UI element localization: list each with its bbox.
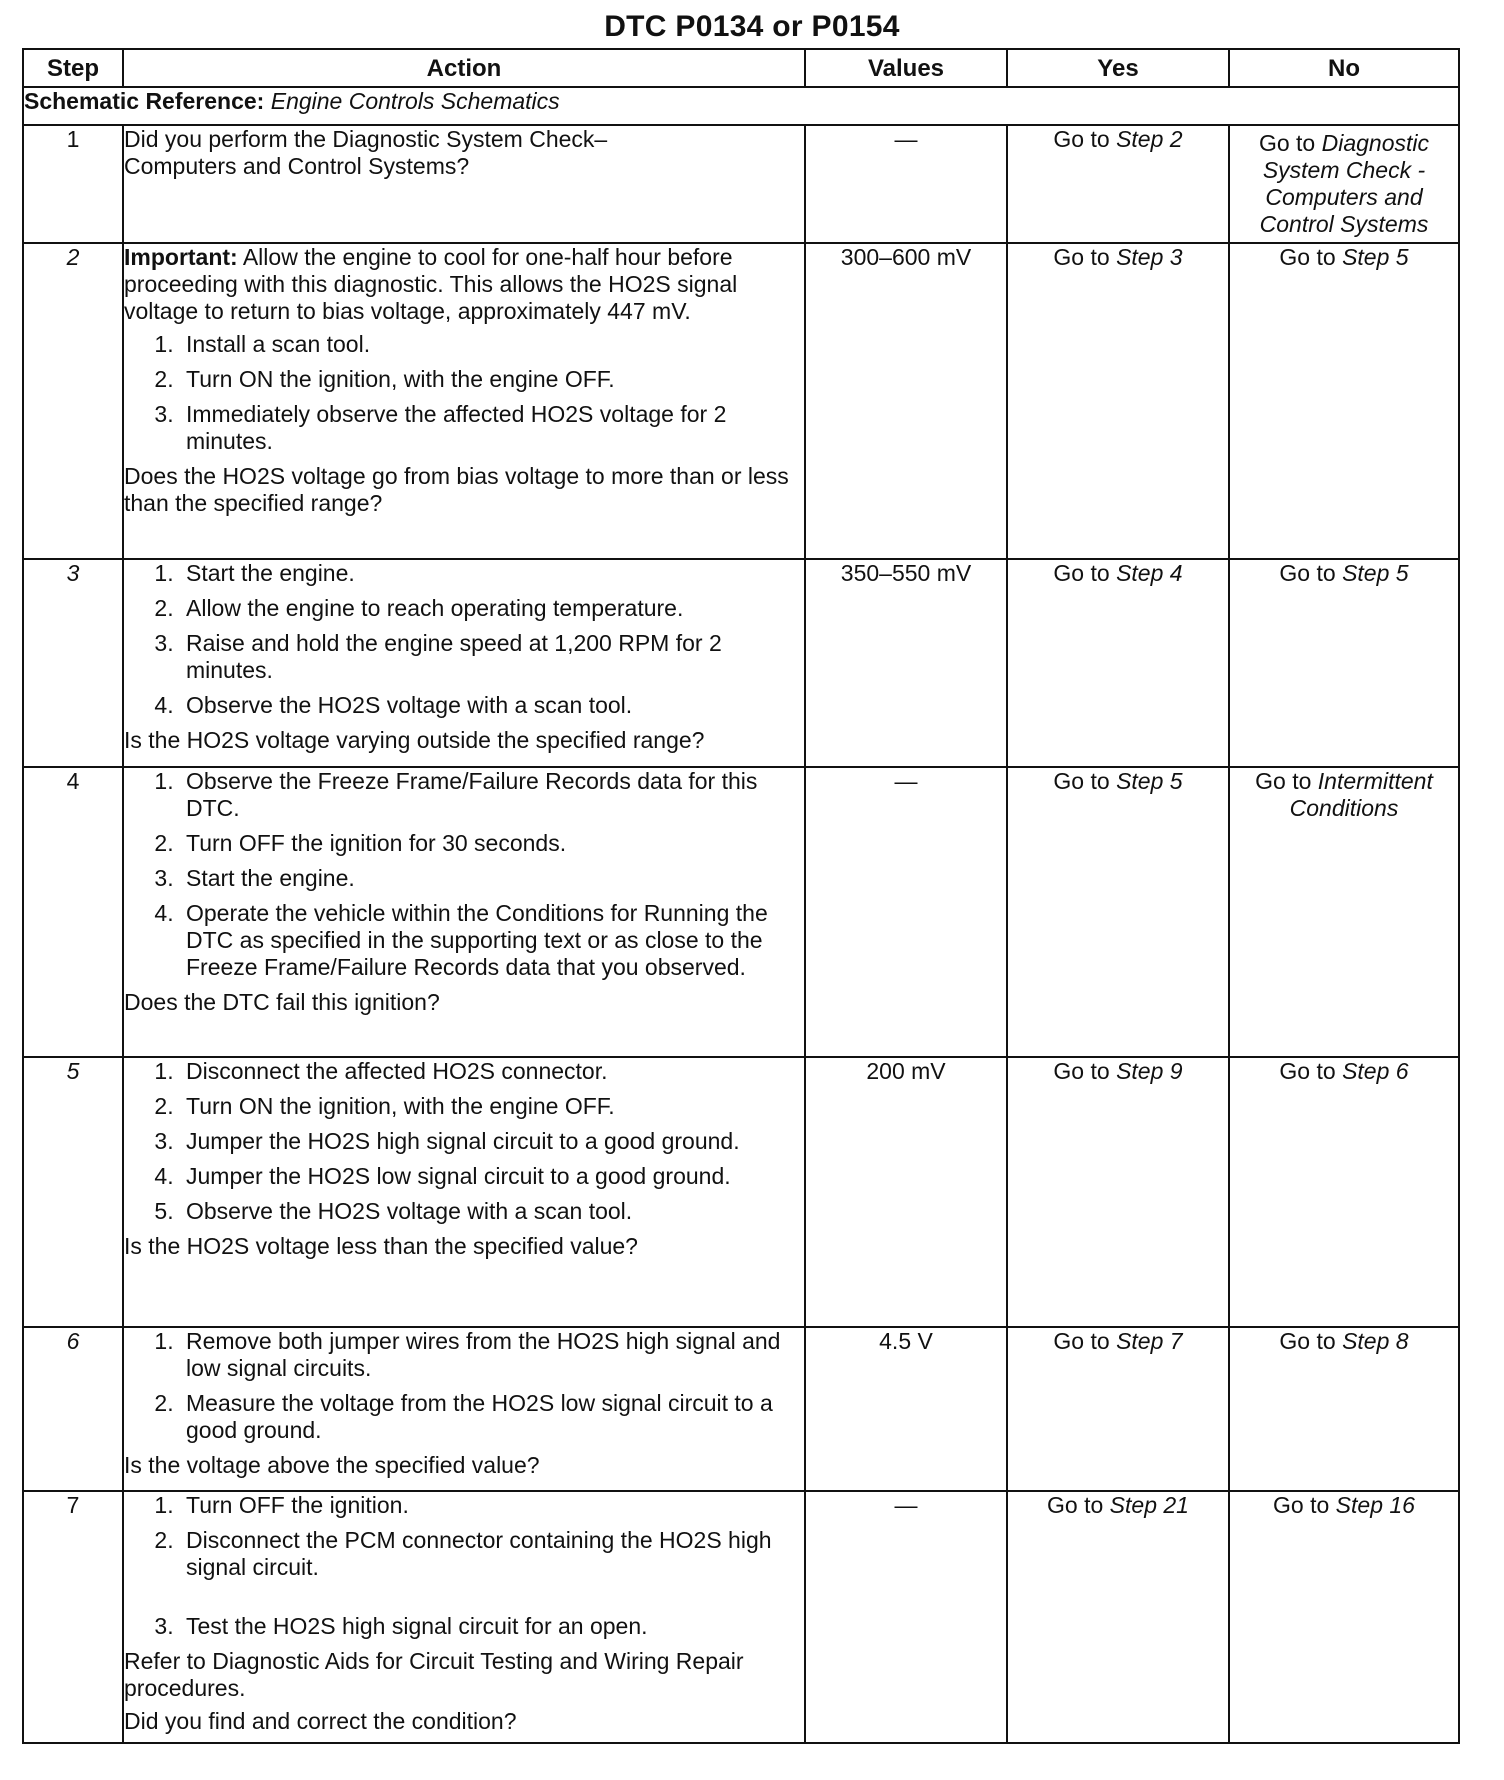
procedure-item: 1. Remove both jumper wires from the HO2S high signal and low signal circuits. [180,1328,804,1382]
important-note [124,244,804,325]
value-cell: 4.5 V [805,1327,1007,1491]
no-step-link[interactable]: Step 16 [1335,1492,1415,1518]
action-question: Is the HO2S voltage less than the specified value? [124,1233,638,1259]
step-number: 7 [23,1491,123,1743]
procedure-item: 3. Test the HO2S high signal circuit for an open. [180,1613,804,1640]
action-question: Did you perform the Diagnostic System Check– Computers and Control Systems? [124,126,608,179]
action-cell [123,243,805,559]
action-question: Is the HO2S voltage varying outside the specified range? [124,727,705,753]
procedure-item: 3. Raise and hold the engine speed at 1,200 RPM for 2 minutes. [180,630,804,684]
value-cell: 350–550 mV [805,559,1007,767]
action-cell [123,1491,805,1743]
yes-cell [1007,243,1229,559]
step-number: 3 [23,559,123,767]
header-yes: Yes [1007,49,1229,87]
yes-cell [1007,1327,1229,1491]
step-number: 1 [23,125,123,243]
yes-step-link[interactable]: Step 3 [1116,244,1183,270]
action-cell [123,559,805,767]
procedure-item: 1. Install a scan tool. [180,331,804,358]
action-question: Is the voltage above the specified value? [124,1452,540,1478]
step-number: 6 [23,1327,123,1491]
no-prefix: Go to [1258,130,1322,156]
no-cell [1229,243,1459,559]
header-step: Step [23,49,123,87]
procedure-item: 4. Operate the vehicle within the Conditions for Running the DTC as specified in the supporting text or as close to the Freeze Frame/Failure Records data that you observed. [180,900,804,981]
important-text: Allow the engine to cool for one-half hour before proceeding with this diagnostic. This allows the HO2S signal voltage to return to bias voltage, approximately 447 mV. [124,244,738,324]
header-no: No [1229,49,1459,87]
no-link[interactable]: Diagnostic System Check - Computers and Control Systems [1259,130,1430,237]
schematic-reference-label: Schematic Reference: [24,88,265,114]
no-step-link[interactable]: Step 6 [1342,1058,1409,1084]
yes-prefix: Go to [1053,126,1117,152]
action-cell [123,1327,805,1491]
yes-step-link[interactable]: Step 21 [1109,1492,1189,1518]
table-row-step-3 [23,559,1459,767]
no-cell [1229,1327,1459,1491]
yes-prefix: Go to [1053,1328,1117,1354]
yes-prefix: Go to [1053,560,1117,586]
procedure-item: 2. Turn ON the ignition, with the engine OFF. [180,1093,804,1120]
step-number: 2 [23,243,123,559]
schematic-reference-cell [23,87,1459,125]
procedure-item: 2. Turn OFF the ignition for 30 seconds. [180,830,804,857]
action-cell [123,1057,805,1327]
procedure-item: 5. Observe the HO2S voltage with a scan tool. [180,1198,804,1225]
no-prefix: Go to [1279,560,1343,586]
yes-step-link[interactable]: Step 2 [1116,126,1183,152]
no-step-link[interactable]: Step 5 [1342,560,1409,586]
no-step-link[interactable]: Step 5 [1342,244,1409,270]
procedure-list [124,1492,804,1640]
no-link[interactable]: Intermittent Conditions [1289,768,1433,821]
procedure-list [124,768,804,981]
table-row-step-2 [23,243,1459,559]
procedure-item: 4. Observe the HO2S voltage with a scan tool. [180,692,804,719]
yes-cell [1007,1057,1229,1327]
value-cell: — [805,767,1007,1057]
no-step-link[interactable]: Step 8 [1342,1328,1409,1354]
step-number: 5 [23,1057,123,1327]
no-prefix: Go to [1273,1492,1336,1518]
value-cell: — [805,125,1007,243]
no-prefix: Go to [1255,768,1318,794]
procedure-item: 4. Jumper the HO2S low signal circuit to a good ground. [180,1163,804,1190]
procedure-item: 1. Start the engine. [180,560,804,587]
procedure-list [124,560,804,719]
procedure-list [124,1058,804,1225]
procedure-item: 1. Disconnect the affected HO2S connector. [180,1058,804,1085]
procedure-list [124,1328,804,1444]
yes-prefix: Go to [1053,244,1117,270]
table-row-step-5 [23,1057,1459,1327]
important-label: Important: [124,244,238,270]
yes-cell [1007,125,1229,243]
no-prefix: Go to [1279,244,1343,270]
yes-cell [1007,559,1229,767]
no-prefix: Go to [1279,1328,1343,1354]
action-question: Did you find and correct the condition? [124,1708,517,1734]
table-row-step-6 [23,1327,1459,1491]
yes-step-link[interactable]: Step 5 [1116,768,1183,794]
yes-step-link[interactable]: Step 9 [1116,1058,1183,1084]
yes-prefix: Go to [1053,1058,1117,1084]
step-number: 4 [23,767,123,1057]
value-cell: 300–600 mV [805,243,1007,559]
procedure-item: 2. Allow the engine to reach operating temperature. [180,595,804,622]
table-row-step-1 [23,125,1459,243]
procedure-item: 3. Jumper the HO2S high signal circuit to a good ground. [180,1128,804,1155]
header-action: Action [123,49,805,87]
table-header-row [23,49,1459,87]
procedure-item: 3. Start the engine. [180,865,804,892]
procedure-item: 2. Disconnect the PCM connector containing the HO2S high signal circuit. [180,1527,804,1581]
value-cell: 200 mV [805,1057,1007,1327]
yes-step-link[interactable]: Step 7 [1116,1328,1183,1354]
action-question: Does the DTC fail this ignition? [124,989,440,1015]
table-row-step-4 [23,767,1459,1057]
schematic-reference-row [23,87,1459,125]
no-cell [1229,125,1459,243]
procedure-item: 2. Measure the voltage from the HO2S low signal circuit to a good ground. [180,1390,804,1444]
header-values: Values [805,49,1007,87]
action-note: Refer to Diagnostic Aids for Circuit Testing and Wiring Repair procedures. [124,1648,744,1701]
yes-cell [1007,1491,1229,1743]
table-row-step-7 [23,1491,1459,1743]
yes-step-link[interactable]: Step 4 [1116,560,1183,586]
no-cell [1229,767,1459,1057]
value-cell: — [805,1491,1007,1743]
diagnostic-table [22,48,1460,1744]
schematic-reference-value: Engine Controls Schematics [270,88,560,114]
action-question: Does the HO2S voltage go from bias voltage to more than or less than the specified range? [124,463,789,516]
action-cell [123,767,805,1057]
action-cell [123,125,805,243]
page-title: DTC P0134 or P0154 [604,10,900,43]
yes-cell [1007,767,1229,1057]
procedure-item: 3. Immediately observe the affected HO2S voltage for 2 minutes. [180,401,804,455]
no-cell [1229,1491,1459,1743]
yes-prefix: Go to [1053,768,1117,794]
no-prefix: Go to [1279,1058,1343,1084]
yes-prefix: Go to [1047,1492,1110,1518]
no-cell [1229,1057,1459,1327]
procedure-item: 1. Observe the Freeze Frame/Failure Records data for this DTC. [180,768,804,822]
no-cell [1229,559,1459,767]
procedure-item: 2. Turn ON the ignition, with the engine OFF. [180,366,804,393]
procedure-list [124,331,804,455]
procedure-item: 1. Turn OFF the ignition. [180,1492,804,1519]
